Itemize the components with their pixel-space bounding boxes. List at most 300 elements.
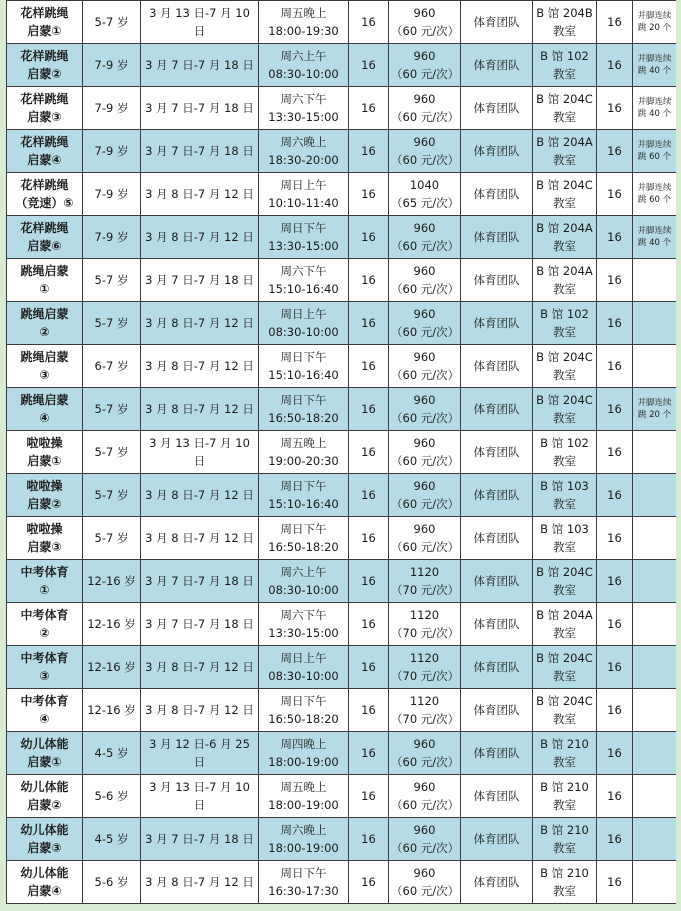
class-time-text: 周六晚上	[280, 135, 327, 149]
location-text: 教室	[553, 712, 576, 726]
class-time-cell	[259, 861, 349, 904]
lesson-count-cell	[349, 646, 389, 689]
class-time-text: 周日上午	[280, 651, 327, 665]
price-cell	[389, 216, 461, 259]
price-text: 960	[413, 436, 436, 450]
price-cell	[389, 560, 461, 603]
location-text: B 馆 210	[540, 780, 589, 794]
course-name-cell	[7, 1, 83, 44]
class-time-text: 周日上午	[280, 307, 327, 321]
location-text: B 馆 204C	[536, 350, 593, 364]
course-name-text: 花样跳绳	[20, 135, 69, 149]
capacity-cell	[597, 517, 633, 560]
location-text: B 馆 204C	[536, 565, 593, 579]
class-time-text: 周日下午	[280, 522, 327, 536]
capacity-text: 16	[607, 402, 622, 416]
capacity-text: 16	[607, 316, 622, 330]
class-time-text: 周日下午	[280, 694, 327, 708]
requirement-note-cell	[633, 818, 677, 861]
course-name-text: ②	[39, 325, 50, 339]
location-cell	[533, 818, 597, 861]
table-row	[7, 517, 677, 560]
course-name-text: 中考体育	[20, 651, 69, 665]
location-text: B 馆 204A	[536, 135, 593, 149]
capacity-text: 16	[607, 617, 622, 631]
price-cell	[389, 732, 461, 775]
age-text: 12-16 岁	[87, 574, 136, 588]
date-range-cell	[141, 818, 259, 861]
date-range-cell	[141, 173, 259, 216]
lesson-count-cell	[349, 775, 389, 818]
date-range-cell	[141, 603, 259, 646]
location-cell	[533, 732, 597, 775]
location-text: 教室	[553, 755, 576, 769]
teaching-team-text: 体育团队	[473, 789, 520, 803]
date-range-text: 3 月 7 日-7 月 18 日	[145, 617, 254, 631]
teaching-team-text: 体育团队	[473, 746, 520, 760]
teaching-team-cell	[461, 646, 533, 689]
class-time-text: 周六下午	[280, 264, 327, 278]
course-name-text: 启蒙③	[27, 540, 62, 554]
teaching-team-cell	[461, 388, 533, 431]
table-row	[7, 87, 677, 130]
course-name-text: 启蒙①	[27, 755, 62, 769]
requirement-note-text: 跳 60 个	[637, 195, 672, 205]
teaching-team-text: 体育团队	[473, 273, 520, 287]
class-time-text: 周日上午	[280, 178, 327, 192]
class-time-text: 08:30-10:00	[268, 583, 339, 597]
teaching-team-text: 体育团队	[473, 660, 520, 674]
location-text: B 馆 204C	[536, 393, 593, 407]
capacity-cell	[597, 130, 633, 173]
class-time-text: 18:00-19:30	[268, 24, 339, 38]
lesson-count-cell	[349, 388, 389, 431]
course-name-cell	[7, 646, 83, 689]
class-time-cell	[259, 87, 349, 130]
class-time-cell	[259, 689, 349, 732]
capacity-text: 16	[607, 15, 622, 29]
teaching-team-cell	[461, 474, 533, 517]
location-cell	[533, 560, 597, 603]
lesson-count-cell	[349, 732, 389, 775]
course-name-cell	[7, 603, 83, 646]
class-time-text: 周四晚上	[280, 737, 327, 751]
price-text: 960	[413, 522, 436, 536]
teaching-team-text: 体育团队	[473, 144, 520, 158]
location-cell	[533, 474, 597, 517]
course-schedule-table	[6, 0, 676, 904]
price-text: 960	[413, 350, 436, 364]
age-cell	[83, 44, 141, 87]
course-name-text: 启蒙①	[27, 24, 62, 38]
date-range-text: 3 月 8 日-7 月 12 日	[145, 316, 254, 330]
capacity-cell	[597, 646, 633, 689]
table-row	[7, 732, 677, 775]
date-range-cell	[141, 861, 259, 904]
date-range-text: 3 月 7 日-7 月 18 日	[145, 832, 254, 846]
requirement-note-text: 并脚连续	[637, 398, 672, 408]
age-text: 12-16 岁	[87, 617, 136, 631]
date-range-text: 3 月 8 日-7 月 12 日	[145, 875, 254, 889]
class-time-text: 周六下午	[280, 608, 327, 622]
location-text: B 馆 103	[540, 522, 589, 536]
price-text: （60 元/次）	[391, 368, 460, 382]
course-name-text: ④	[39, 712, 50, 726]
class-time-text: 13:30-15:00	[268, 110, 339, 124]
lesson-count-cell	[349, 44, 389, 87]
course-name-cell	[7, 431, 83, 474]
requirement-note-cell	[633, 775, 677, 818]
requirement-note-text: 并脚连续	[637, 97, 672, 107]
lesson-count-text: 16	[361, 789, 376, 803]
price-text: 960	[413, 307, 436, 321]
date-range-text: 3 月 8 日-7 月 12 日	[145, 531, 254, 545]
location-text: 教室	[553, 411, 576, 425]
class-time-text: 18:00-19:00	[268, 841, 339, 855]
course-name-text: ③	[39, 368, 50, 382]
location-text: 教室	[553, 626, 576, 640]
location-text: B 馆 204C	[536, 651, 593, 665]
price-cell	[389, 1, 461, 44]
course-name-text: 花样跳绳	[20, 49, 69, 63]
location-text: B 馆 210	[540, 823, 589, 837]
price-text: （65 元/次）	[391, 196, 460, 210]
class-time-text: 08:30-10:00	[268, 325, 339, 339]
price-text: 1120	[409, 565, 440, 579]
teaching-team-cell	[461, 173, 533, 216]
lesson-count-text: 16	[361, 574, 376, 588]
location-cell	[533, 1, 597, 44]
lesson-count-cell	[349, 173, 389, 216]
capacity-cell	[597, 431, 633, 474]
lesson-count-cell	[349, 861, 389, 904]
price-text: （60 元/次）	[391, 411, 460, 425]
lesson-count-cell	[349, 345, 389, 388]
price-text: 960	[413, 92, 436, 106]
course-name-text: 启蒙⑥	[27, 239, 62, 253]
requirement-note-cell	[633, 44, 677, 87]
age-cell	[83, 861, 141, 904]
capacity-cell	[597, 388, 633, 431]
price-text: （60 元/次）	[391, 282, 460, 296]
course-name-text: 中考体育	[20, 565, 69, 579]
class-time-text: 10:10-11:40	[268, 196, 339, 210]
table-row	[7, 345, 677, 388]
date-range-cell	[141, 775, 259, 818]
age-cell	[83, 130, 141, 173]
requirement-note-text: 跳 20 个	[637, 410, 672, 420]
capacity-text: 16	[607, 789, 622, 803]
date-range-cell	[141, 1, 259, 44]
course-rows	[7, 1, 677, 904]
requirement-note-cell	[633, 345, 677, 388]
teaching-team-text: 体育团队	[473, 875, 520, 889]
age-text: 5-7 岁	[94, 531, 129, 545]
class-time-text: 周六上午	[280, 565, 327, 579]
requirement-note-cell	[633, 689, 677, 732]
capacity-text: 16	[607, 746, 622, 760]
teaching-team-cell	[461, 130, 533, 173]
date-range-text: 3 月 7 日-7 月 18 日	[145, 101, 254, 115]
price-text: 1040	[409, 178, 440, 192]
class-time-cell	[259, 474, 349, 517]
capacity-text: 16	[607, 875, 622, 889]
price-cell	[389, 861, 461, 904]
age-cell	[83, 689, 141, 732]
class-time-text: 周日下午	[280, 393, 327, 407]
course-name-cell	[7, 689, 83, 732]
capacity-text: 16	[607, 101, 622, 115]
price-cell	[389, 44, 461, 87]
location-cell	[533, 259, 597, 302]
course-name-text: 启蒙③	[27, 841, 62, 855]
table-row	[7, 818, 677, 861]
table-row	[7, 130, 677, 173]
class-time-text: 15:10-16:40	[268, 368, 339, 382]
lesson-count-cell	[349, 689, 389, 732]
age-cell	[83, 1, 141, 44]
capacity-cell	[597, 216, 633, 259]
location-text: B 馆 204C	[536, 92, 593, 106]
teaching-team-text: 体育团队	[473, 187, 520, 201]
capacity-cell	[597, 689, 633, 732]
capacity-text: 16	[607, 445, 622, 459]
teaching-team-text: 体育团队	[473, 316, 520, 330]
course-name-cell	[7, 474, 83, 517]
table-row	[7, 1, 677, 44]
date-range-cell	[141, 130, 259, 173]
class-time-text: 19:00-20:30	[268, 454, 339, 468]
class-time-cell	[259, 603, 349, 646]
teaching-team-cell	[461, 732, 533, 775]
date-range-text: 3 月 8 日-7 月 12 日	[145, 660, 254, 674]
capacity-cell	[597, 259, 633, 302]
price-cell	[389, 87, 461, 130]
location-cell	[533, 861, 597, 904]
requirement-note-text: 跳 60 个	[637, 152, 672, 162]
location-cell	[533, 775, 597, 818]
age-cell	[83, 302, 141, 345]
requirement-note-cell	[633, 732, 677, 775]
location-text: B 馆 204B	[536, 6, 593, 20]
lesson-count-cell	[349, 130, 389, 173]
location-text: 教室	[553, 239, 576, 253]
course-name-cell	[7, 302, 83, 345]
table-row	[7, 259, 677, 302]
class-time-text: 08:30-10:00	[268, 669, 339, 683]
capacity-cell	[597, 302, 633, 345]
age-cell	[83, 603, 141, 646]
lesson-count-text: 16	[361, 230, 376, 244]
teaching-team-cell	[461, 431, 533, 474]
teaching-team-cell	[461, 302, 533, 345]
date-range-text: 3 月 8 日-7 月 12 日	[145, 187, 254, 201]
course-name-text: 幼儿体能	[20, 737, 69, 751]
capacity-cell	[597, 818, 633, 861]
price-cell	[389, 173, 461, 216]
date-range-cell	[141, 345, 259, 388]
location-text: B 馆 204A	[536, 264, 593, 278]
teaching-team-cell	[461, 44, 533, 87]
date-range-cell	[141, 689, 259, 732]
age-cell	[83, 431, 141, 474]
age-cell	[83, 173, 141, 216]
date-range-text: 3 月 8 日-7 月 12 日	[145, 230, 254, 244]
course-name-cell	[7, 560, 83, 603]
table-row	[7, 861, 677, 904]
price-text: 960	[413, 737, 436, 751]
requirement-note-cell	[633, 259, 677, 302]
location-text: B 馆 204C	[536, 694, 593, 708]
lesson-count-text: 16	[361, 359, 376, 373]
location-text: 教室	[553, 368, 576, 382]
course-name-cell	[7, 173, 83, 216]
requirement-note-cell	[633, 560, 677, 603]
table-row	[7, 431, 677, 474]
class-time-cell	[259, 388, 349, 431]
class-time-text: 15:10-16:40	[268, 282, 339, 296]
age-text: 5-7 岁	[94, 488, 129, 502]
class-time-text: 08:30-10:00	[268, 67, 339, 81]
age-text: 5-7 岁	[94, 273, 129, 287]
lesson-count-cell	[349, 259, 389, 302]
age-text: 7-9 岁	[94, 187, 129, 201]
date-range-text: 3 月 7 日-7 月 18 日	[145, 144, 254, 158]
age-cell	[83, 259, 141, 302]
class-time-text: 周五晚上	[280, 436, 327, 450]
location-cell	[533, 130, 597, 173]
price-text: （60 元/次）	[391, 67, 460, 81]
class-time-text: 13:30-15:00	[268, 239, 339, 253]
price-text: （70 元/次）	[391, 669, 460, 683]
lesson-count-cell	[349, 474, 389, 517]
requirement-note-text: 跳 40 个	[637, 66, 672, 76]
capacity-cell	[597, 474, 633, 517]
price-text: （70 元/次）	[391, 712, 460, 726]
location-text: 教室	[553, 841, 576, 855]
location-cell	[533, 216, 597, 259]
age-text: 12-16 岁	[87, 703, 136, 717]
table-row	[7, 388, 677, 431]
course-name-text: 跳绳启蒙	[20, 264, 69, 278]
price-cell	[389, 259, 461, 302]
requirement-note-cell	[633, 603, 677, 646]
location-cell	[533, 431, 597, 474]
lesson-count-text: 16	[361, 703, 376, 717]
course-name-cell	[7, 44, 83, 87]
class-time-cell	[259, 775, 349, 818]
date-range-text: 3 月 8 日-7 月 12 日	[145, 359, 254, 373]
location-text: 教室	[553, 454, 576, 468]
course-name-cell	[7, 517, 83, 560]
price-text: （60 元/次）	[391, 153, 460, 167]
location-text: B 馆 102	[540, 49, 589, 63]
teaching-team-text: 体育团队	[473, 617, 520, 631]
lesson-count-cell	[349, 517, 389, 560]
capacity-cell	[597, 1, 633, 44]
table-row	[7, 603, 677, 646]
course-name-text: ②	[39, 626, 50, 640]
class-time-text: 18:30-20:00	[268, 153, 339, 167]
requirement-note-cell	[633, 173, 677, 216]
class-time-cell	[259, 517, 349, 560]
date-range-text: 3 月 8 日-7 月 12 日	[145, 703, 254, 717]
price-text: （60 元/次）	[391, 110, 460, 124]
price-cell	[389, 130, 461, 173]
capacity-text: 16	[607, 58, 622, 72]
age-text: 6-7 岁	[94, 359, 129, 373]
price-text: 960	[413, 49, 436, 63]
lesson-count-text: 16	[361, 488, 376, 502]
requirement-note-cell	[633, 388, 677, 431]
teaching-team-text: 体育团队	[473, 15, 520, 29]
lesson-count-text: 16	[361, 15, 376, 29]
date-range-cell	[141, 259, 259, 302]
class-time-text: 周五晚上	[280, 6, 327, 20]
price-text: （60 元/次）	[391, 24, 460, 38]
class-time-text: 18:00-19:00	[268, 798, 339, 812]
course-name-text: ①	[39, 282, 50, 296]
capacity-cell	[597, 87, 633, 130]
teaching-team-text: 体育团队	[473, 445, 520, 459]
price-text: 960	[413, 479, 436, 493]
class-time-cell	[259, 732, 349, 775]
class-time-cell	[259, 818, 349, 861]
age-text: 5-7 岁	[94, 445, 129, 459]
course-name-text: 花样跳绳	[20, 178, 69, 192]
price-text: （60 元/次）	[391, 497, 460, 511]
teaching-team-text: 体育团队	[473, 832, 520, 846]
price-cell	[389, 431, 461, 474]
age-cell	[83, 732, 141, 775]
date-range-cell	[141, 44, 259, 87]
age-text: 4-5 岁	[94, 832, 129, 846]
teaching-team-cell	[461, 818, 533, 861]
location-text: B 馆 210	[540, 737, 589, 751]
location-text: B 馆 204A	[536, 608, 593, 622]
price-text: 1120	[409, 694, 440, 708]
lesson-count-text: 16	[361, 445, 376, 459]
price-text: 960	[413, 393, 436, 407]
requirement-note-cell	[633, 87, 677, 130]
location-cell	[533, 517, 597, 560]
lesson-count-text: 16	[361, 316, 376, 330]
lesson-count-text: 16	[361, 101, 376, 115]
class-time-text: 16:50-18:20	[268, 712, 339, 726]
date-range-cell	[141, 87, 259, 130]
course-name-cell	[7, 130, 83, 173]
price-text: 960	[413, 780, 436, 794]
capacity-cell	[597, 173, 633, 216]
location-text: 教室	[553, 282, 576, 296]
requirement-note-cell	[633, 861, 677, 904]
age-text: 7-9 岁	[94, 58, 129, 72]
teaching-team-text: 体育团队	[473, 58, 520, 72]
class-time-cell	[259, 216, 349, 259]
price-text: （70 元/次）	[391, 583, 460, 597]
course-name-text: 启蒙①	[27, 454, 62, 468]
course-name-text: 启蒙②	[27, 798, 62, 812]
course-name-text: 花样跳绳	[20, 6, 69, 20]
capacity-cell	[597, 775, 633, 818]
price-cell	[389, 517, 461, 560]
capacity-cell	[597, 732, 633, 775]
course-name-text: 启蒙②	[27, 497, 62, 511]
price-text: （60 元/次）	[391, 841, 460, 855]
date-range-text: 3 月 7 日-7 月 18 日	[145, 273, 254, 287]
course-name-cell	[7, 216, 83, 259]
course-name-text: 启蒙②	[27, 67, 62, 81]
